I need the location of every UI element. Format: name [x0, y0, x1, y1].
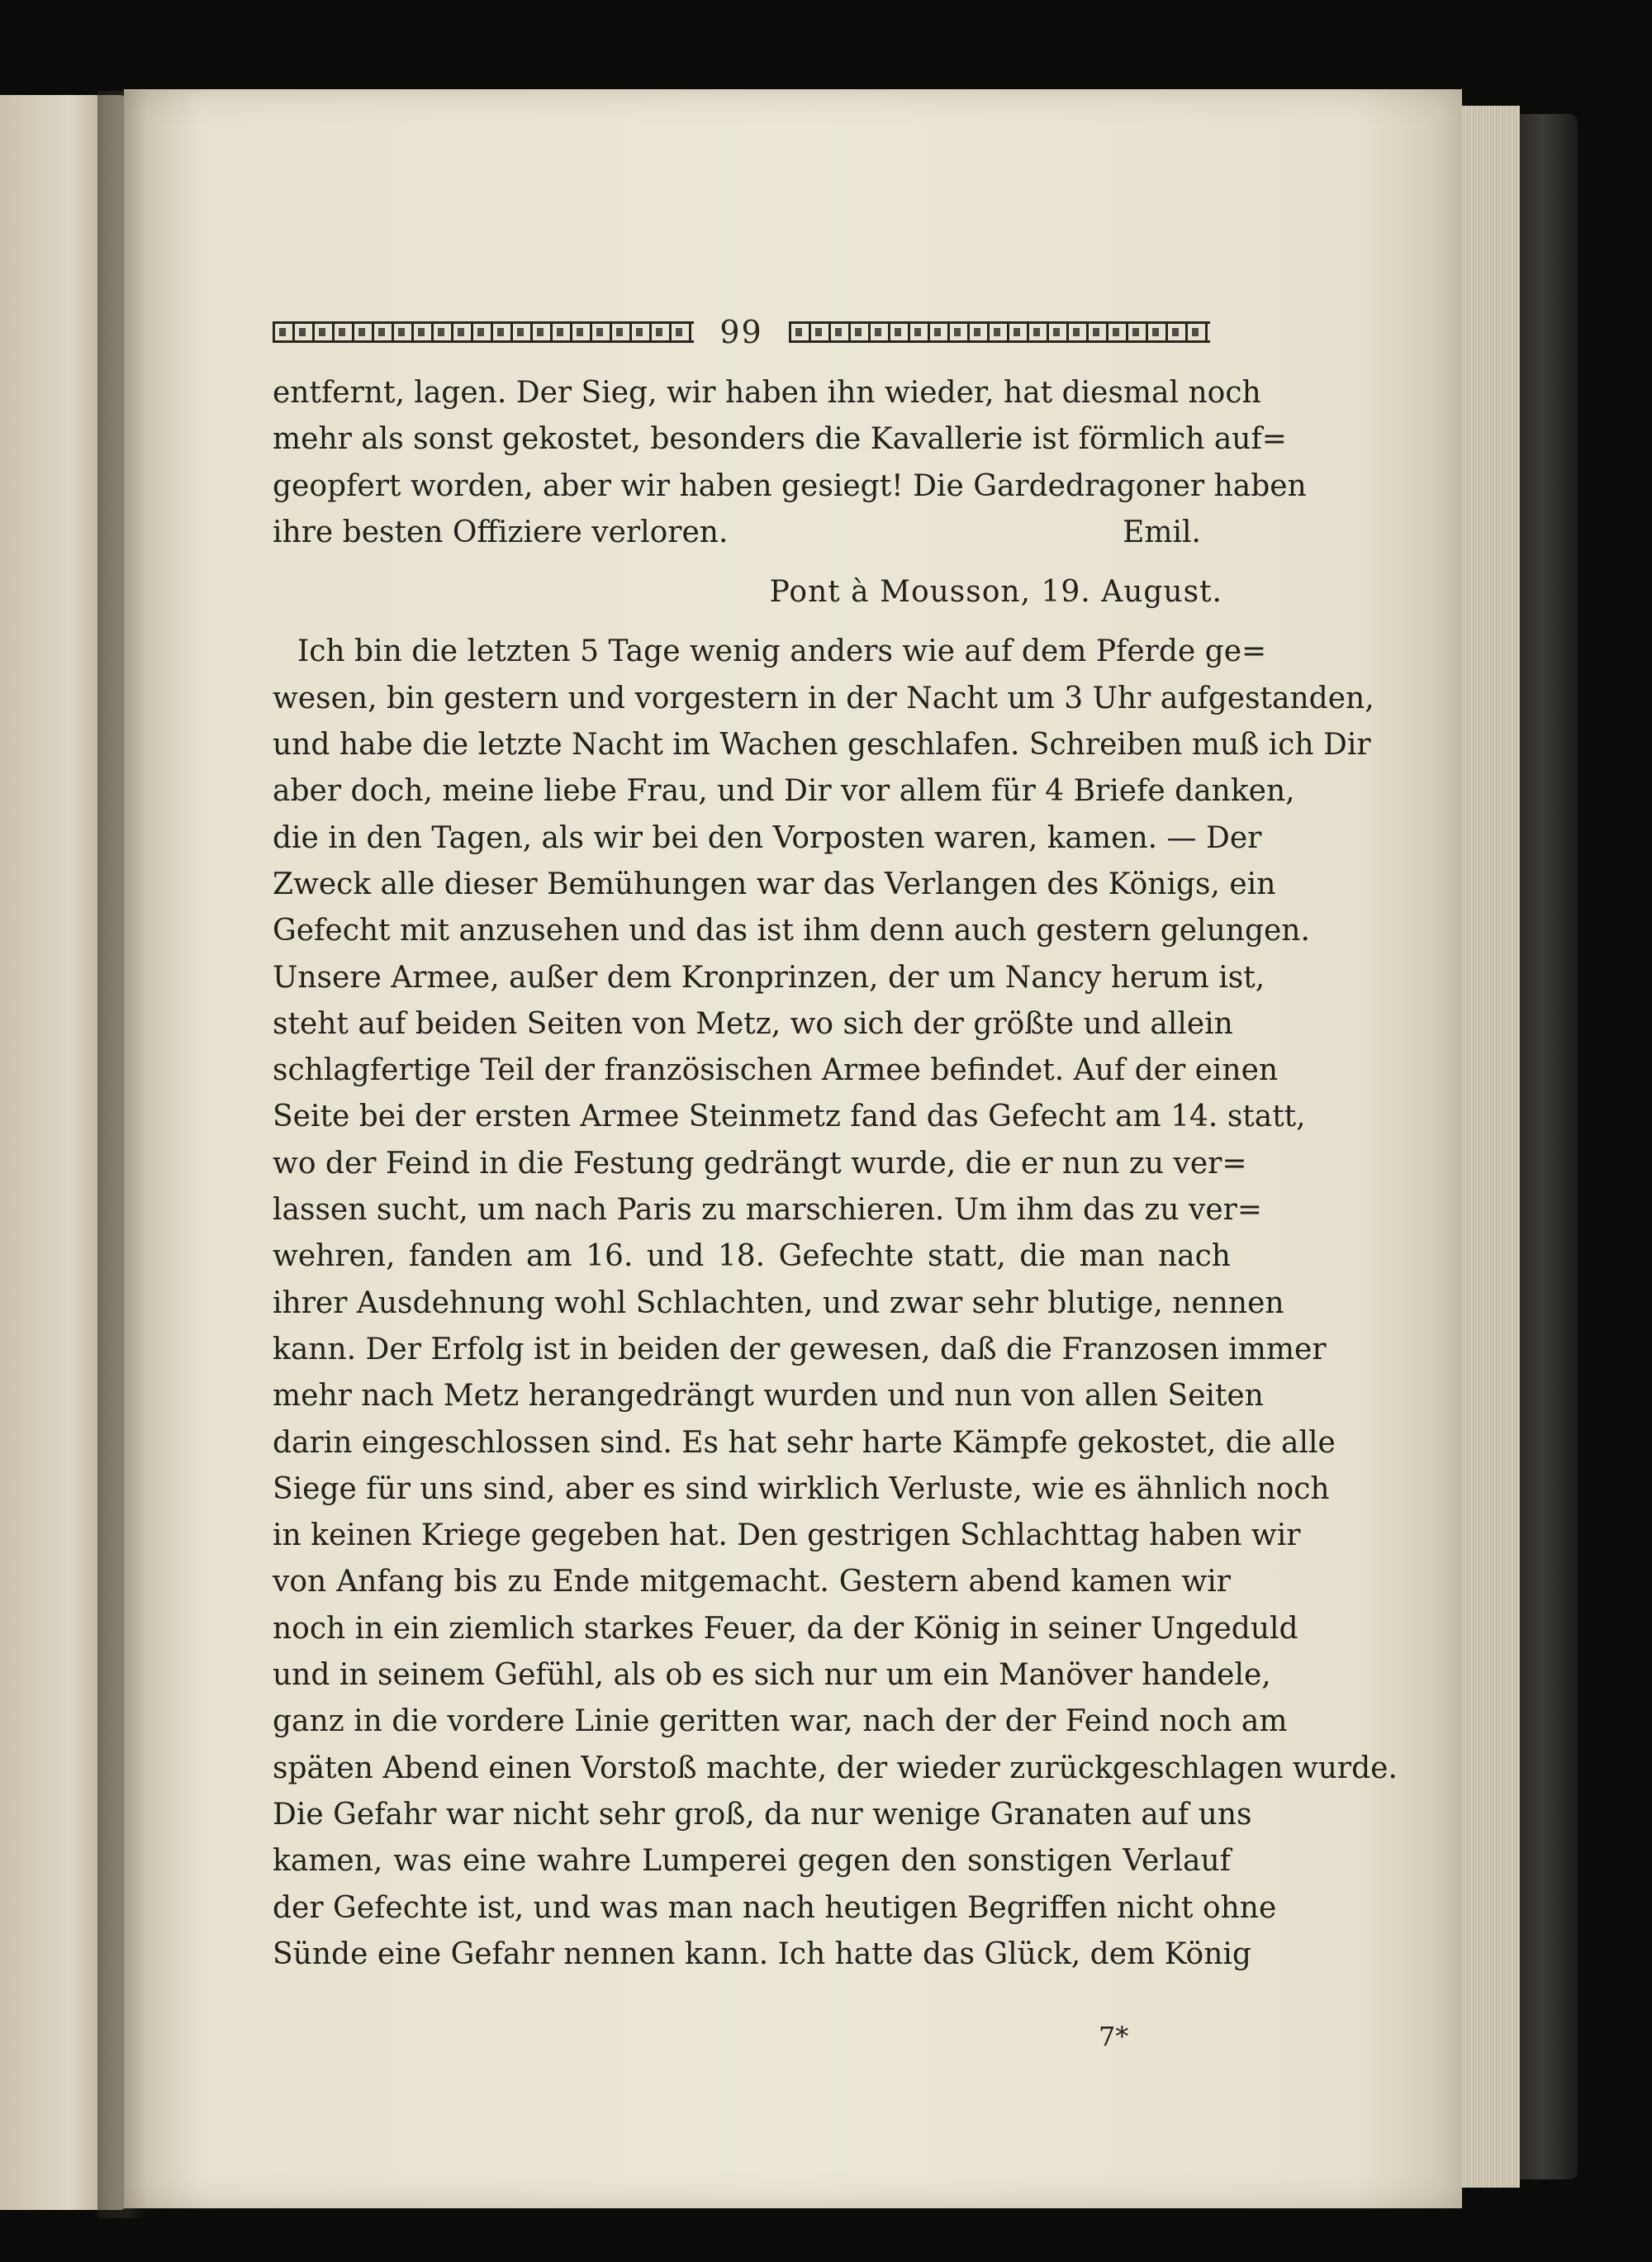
- running-header: [273, 312, 1210, 352]
- text-line: entfernt, lagen. Der Sieg, wir haben ihn wieder, hat diesmal noch: [273, 376, 1261, 410]
- text-line: lassen sucht, um nach Paris zu marschieren. Um ihm das zu ver=: [273, 1193, 1263, 1228]
- text-line: und habe die letzte Nacht im Wachen geschlafen. Schreiben muß ich Dir: [273, 728, 1371, 763]
- text-line: von Anfang bis zu Ende mitgemacht. Gestern abend kamen wir: [273, 1565, 1231, 1599]
- text-line: Die Gefahr war nicht sehr groß, da nur wenige Granaten auf uns: [273, 1797, 1252, 1832]
- text-line: wehren, fanden am 16. und 18. Gefechte statt, die man nach: [273, 1239, 1231, 1274]
- text-line: der Gefechte ist, und was man nach heutigen Begriffen nicht ohne: [273, 1890, 1277, 1925]
- text-line: ihrer Ausdehnung wohl Schlachten, und zwar sehr blutige, nennen: [273, 1285, 1284, 1320]
- text-line: noch in ein ziemlich starkes Feuer, da der König in seiner Ungeduld: [273, 1611, 1298, 1646]
- text-line: kamen, was eine wahre Lumperei gegen den sonstigen Verlauf: [273, 1844, 1231, 1879]
- text-line: darin eingeschlossen sind. Es hat sehr harte Kämpfe gekostet, die alle: [273, 1425, 1336, 1460]
- text-line: Unsere Armee, außer dem Kronprinzen, der um Nancy herum ist,: [273, 960, 1265, 995]
- text-line: geopfert worden, aber wir haben gesiegt! Die Gardedragoner haben: [273, 468, 1307, 503]
- text-line: Zweck alle dieser Bemühungen war das Verlangen des Königs, ein: [273, 867, 1276, 901]
- text-line: die in den Tagen, als wir bei den Vorposten waren, kamen. — Der: [273, 820, 1262, 855]
- text-line: und in seinem Gefühl, als ob es sich nur um ein Manöver handele,: [273, 1658, 1271, 1693]
- text-line: mehr nach Metz herangedrängt wurden und nun von allen Seiten: [273, 1379, 1264, 1414]
- text-line: späten Abend einen Vorstoß machte, der wieder zurückgeschlagen wurde.: [273, 1751, 1398, 1785]
- text-line: aber doch, meine liebe Frau, und Dir vor allem für 4 Briefe danken,: [273, 774, 1295, 809]
- page-text: [273, 370, 1398, 1978]
- text-line: wesen, bin gestern und vorgestern in der Nacht um 3 Uhr aufgestanden,: [273, 681, 1374, 715]
- text-line: ganz in die vordere Linie geritten war, nach der der Feind noch am: [273, 1704, 1288, 1739]
- text-line-content: ihre besten Offiziere verloren.: [273, 515, 729, 549]
- text-line: Siege für uns sind, aber es sind wirklich Verluste, wie es ähnlich noch: [273, 1471, 1330, 1506]
- text-line: Seite bei der ersten Armee Steinmetz fand das Gefecht am 14. statt,: [273, 1100, 1306, 1134]
- book-cover: [1520, 114, 1578, 2179]
- text-line: schlagfertige Teil der französischen Armee befindet. Auf der einen: [273, 1053, 1279, 1088]
- text-line: steht auf beiden Seiten von Metz, wo sich der größte und allein: [273, 1006, 1233, 1041]
- header-ornament-left: [273, 321, 694, 343]
- text-line: Gefecht mit anzusehen und das ist ihm denn auch gestern gelungen.: [273, 914, 1310, 948]
- signature-mark: 7*: [1099, 2021, 1129, 2052]
- text-line: Sünde eine Gefahr nennen kann. Ich hatte das Glück, dem König: [273, 1936, 1251, 1971]
- page-number: 99: [719, 314, 763, 350]
- text-line: Ich bin die letzten 5 Tage wenig anders wie auf dem Pferde ge=: [297, 634, 1267, 669]
- page-stack-edge: [1462, 106, 1520, 2188]
- text-line: in keinen Kriege gegeben hat. Den gestrigen Schlachttag haben wir: [273, 1518, 1301, 1553]
- text-line: [273, 510, 1231, 556]
- book-gutter: [97, 91, 147, 2218]
- dateline: Pont à Mousson, 19. August.: [769, 575, 1222, 610]
- letter-signature: Emil.: [1123, 515, 1201, 549]
- text-line: mehr als sonst gekostet, besonders die Kavallerie ist förmlich auf=: [273, 422, 1287, 457]
- text-line: kann. Der Erfolg ist in beiden der gewesen, daß die Franzosen immer: [273, 1332, 1327, 1366]
- text-line: wo der Feind in die Festung gedrängt wurde, die er nun zu ver=: [273, 1146, 1247, 1181]
- header-ornament-right: [789, 321, 1210, 343]
